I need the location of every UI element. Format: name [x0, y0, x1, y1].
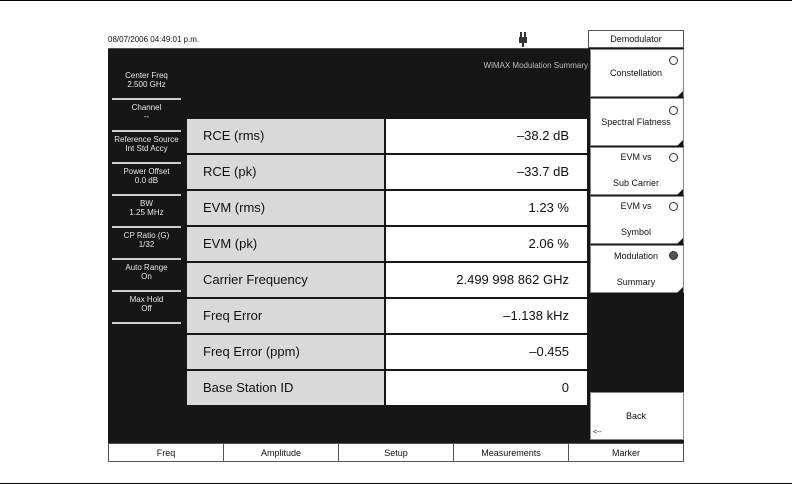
row-label: RCE (rms) [187, 119, 384, 153]
soft-key-panel [588, 30, 684, 443]
instrument-screen [108, 30, 684, 462]
menu-title: Demodulator [588, 30, 684, 48]
power-plug-icon [516, 31, 530, 47]
row-value: –1.138 kHz [386, 299, 587, 333]
table-row [187, 335, 587, 369]
sidebar-item-label: Max Hold [129, 295, 164, 304]
button-label-line1: EVM vs [620, 201, 652, 211]
table-row [187, 119, 587, 153]
screen-title: WiMAX Modulation Summary [483, 61, 588, 70]
button-label-line1: Modulation [613, 251, 659, 261]
sidebar-item-cp-ratio[interactable] [112, 228, 181, 260]
evm-vs-sub-carrier-button[interactable] [590, 147, 684, 195]
button-label-line2: Summary [616, 277, 656, 287]
row-value: 1.23 % [386, 191, 587, 225]
sidebar-item-channel[interactable] [112, 100, 181, 132]
tab-measurements[interactable]: Measurements [453, 443, 568, 462]
sidebar-item-label: Auto Range [125, 263, 168, 272]
row-label: EVM (rms) [187, 191, 384, 225]
modulation-summary-table [187, 119, 587, 407]
evm-vs-symbol-button[interactable] [590, 196, 684, 244]
row-value: –38.2 dB [386, 119, 587, 153]
datetime: 08/07/2006 04:49:01 p.m. [108, 35, 200, 44]
button-label: Constellation [609, 68, 663, 78]
modulation-summary-button[interactable] [590, 245, 684, 293]
main-display [108, 49, 588, 443]
row-value: –0.455 [386, 335, 587, 369]
back-arrow-hint: <-- [593, 429, 602, 436]
radio-icon [669, 56, 678, 65]
button-label-line2: Symbol [620, 227, 651, 237]
tab-marker[interactable]: Marker [568, 443, 684, 462]
button-label-line1: EVM vs [620, 152, 652, 162]
sidebar-item-max-hold[interactable] [112, 292, 181, 324]
tab-amplitude[interactable]: Amplitude [223, 443, 338, 462]
constellation-button[interactable] [590, 49, 684, 97]
sidebar-item-auto-range[interactable] [112, 260, 181, 292]
corner-notch-icon [677, 287, 683, 293]
status-bar [108, 30, 588, 49]
radio-icon [669, 106, 678, 115]
table-row [187, 191, 587, 225]
row-label: RCE (pk) [187, 155, 384, 189]
sidebar-item-value: Off [141, 304, 152, 313]
corner-notch-icon [677, 91, 683, 97]
sidebar-item-value: 1.25 MHz [129, 208, 164, 217]
bottom-tab-bar [108, 443, 684, 462]
spectral-flatness-button[interactable] [590, 98, 684, 146]
table-row [187, 299, 587, 333]
sidebar-item-value: On [141, 272, 152, 281]
sidebar-item-label: Power Offset [123, 167, 170, 176]
sidebar-item-value: 1/32 [138, 240, 155, 249]
tab-freq[interactable]: Freq [108, 443, 223, 462]
button-label: Spectral Flatness [601, 117, 671, 127]
row-value: 2.499 998 862 GHz [386, 263, 587, 297]
button-label-line2: Sub Carrier [612, 178, 659, 188]
sidebar-item-label: Reference Source [114, 135, 179, 144]
row-label: Freq Error (ppm) [187, 335, 384, 369]
sidebar-item-value: 0.0 dB [134, 176, 159, 185]
sidebar-item-value: -- [143, 112, 150, 121]
row-label: Base Station ID [187, 371, 384, 405]
sidebar-item-label: Channel [131, 103, 162, 112]
parameter-sidebar [108, 68, 185, 324]
corner-notch-icon [677, 140, 683, 146]
sidebar-item-value: Int Std Accy [125, 144, 168, 153]
row-label: Freq Error [187, 299, 384, 333]
row-label: Carrier Frequency [187, 263, 384, 297]
sidebar-item-power-offset[interactable] [112, 164, 181, 196]
table-row [187, 263, 587, 297]
sidebar-item-bw[interactable] [112, 196, 181, 228]
table-row [187, 371, 587, 405]
row-label: EVM (pk) [187, 227, 384, 261]
row-value: –33.7 dB [386, 155, 587, 189]
sidebar-item-label: Center Freq [125, 71, 168, 80]
top-rule [0, 0, 792, 1]
sidebar-item-value: 2.500 GHz [127, 80, 166, 89]
button-label: Back [625, 411, 646, 421]
back-button[interactable] [590, 392, 684, 440]
sidebar-item-reference-source[interactable] [112, 132, 181, 164]
row-value: 0 [386, 371, 587, 405]
table-row [187, 227, 587, 261]
sidebar-item-center-freq[interactable] [112, 68, 181, 100]
table-row [187, 155, 587, 189]
sidebar-item-label: BW [140, 199, 153, 208]
corner-notch-icon [677, 238, 683, 244]
sidebar-item-label: CP Ratio (G) [123, 231, 170, 240]
tab-setup[interactable]: Setup [338, 443, 453, 462]
corner-notch-icon [677, 189, 683, 195]
row-value: 2.06 % [386, 227, 587, 261]
